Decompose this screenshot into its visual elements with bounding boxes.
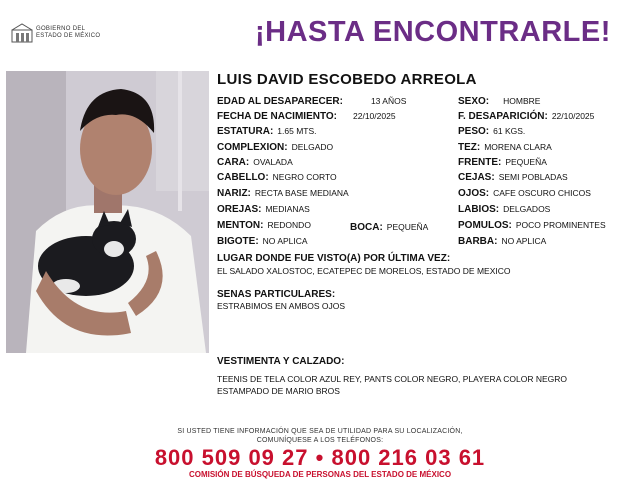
ears-value: MEDIANAS — [265, 204, 310, 214]
birthdate-label: FECHA DE NACIMIENTO: — [217, 111, 337, 122]
state-logo — [10, 22, 34, 44]
height-label: ESTATURA: — [217, 126, 274, 137]
distinguishing-marks-label: SENAS PARTICULARES: — [217, 289, 336, 300]
contact-note-line-2: COMUNÍQUESE A LOS TELÉFONOS: — [256, 437, 384, 444]
mustache-label: BIGOTE: — [217, 236, 259, 247]
mouth-row — [350, 222, 428, 233]
mouth-value: PEQUEÑA — [386, 222, 429, 232]
lips-label: LABIOS: — [458, 204, 500, 215]
eyebrows-value: SEMI POBLADAS — [498, 172, 568, 182]
clothing-line-2: ESTAMPADO DE MARIO BROS — [217, 386, 340, 396]
birthdate-value: 22/10/2025 — [353, 111, 396, 121]
disappearance-date-value: 22/10/2025 — [551, 111, 595, 121]
height-value: 1.65 MTS. — [277, 126, 317, 136]
chin-row — [217, 220, 311, 231]
phone-number-2[interactable]: 800 216 03 61 — [331, 445, 486, 470]
hair-row — [217, 172, 337, 183]
eyebrows-label: CEJAS: — [458, 172, 495, 183]
eyes-label: OJOS: — [458, 188, 490, 199]
sex-value: HOMBRE — [503, 96, 541, 106]
sex-label: SEXO: — [458, 96, 490, 107]
commission-name: COMISIÓN DE BÚSQUEDA DE PERSONAS DEL ESTADO DE MÉXICO — [188, 470, 452, 479]
cheekbones-label: POMULOS: — [458, 220, 512, 231]
birthdate-row — [217, 111, 396, 122]
beard-label: BARBA: — [458, 236, 498, 247]
mouth-label: BOCA: — [350, 222, 383, 233]
face-label: CARA: — [217, 157, 250, 168]
build-value: DELGADO — [291, 142, 334, 152]
lips-value: DELGADOS — [503, 204, 551, 214]
clothing-line-1: TEENIS DE TELA COLOR AZUL REY, PANTS COLOR NEGRO, PLAYERA COLOR NEGRO — [217, 374, 568, 384]
distinguishing-marks-value: ESTRABIMOS EN AMBOS OJOS — [217, 301, 345, 311]
contact-note — [0, 427, 640, 445]
mustache-row — [217, 236, 308, 247]
height-row — [217, 126, 317, 137]
forehead-value: PEQUEÑA — [505, 157, 547, 167]
headline: ¡HASTA ENCONTRARLE! — [255, 16, 611, 48]
phone-number-1[interactable]: 800 509 09 27 — [154, 445, 309, 470]
eyes-row — [458, 188, 591, 199]
hair-label: CABELLO: — [217, 172, 269, 183]
face-row — [217, 157, 293, 168]
contact-note-line-1: SI USTED TIENE INFORMACIÓN QUE SEA DE UTILIDAD PARA SU LOCALIZACIÓN, — [177, 428, 463, 435]
beard-row — [458, 236, 546, 247]
age-value: 13 AÑOS — [370, 96, 407, 106]
phone-numbers — [0, 445, 640, 471]
cheekbones-row — [458, 220, 606, 231]
cheekbones-value: POCO PROMINENTES — [515, 220, 606, 230]
ears-label: OREJAS: — [217, 204, 262, 215]
build-row — [217, 142, 333, 153]
weight-row — [458, 126, 525, 137]
forehead-row — [458, 157, 547, 168]
chin-value: REDONDO — [267, 220, 311, 230]
weight-label: PESO: — [458, 126, 490, 137]
chin-label: MENTON: — [217, 220, 264, 231]
build-label: COMPLEXION: — [217, 142, 288, 153]
eyes-value: CAFE OSCURO CHICOS — [493, 188, 591, 198]
age-label: EDAD AL DESAPARECER: — [217, 96, 343, 107]
mustache-value: NO APLICA — [262, 236, 308, 246]
lips-row — [458, 204, 550, 215]
forehead-label: FRENTE: — [458, 157, 502, 168]
nose-row — [217, 188, 349, 199]
age-row — [217, 96, 406, 107]
disappearance-date-row — [458, 111, 594, 122]
skin-tone-label: TEZ: — [458, 142, 481, 153]
missing-person-photo — [6, 71, 209, 353]
nose-label: NARIZ: — [217, 188, 251, 199]
phone-separator: • — [315, 445, 325, 470]
complexion-tone-row — [458, 142, 552, 153]
face-value: OVALADA — [253, 157, 293, 167]
last-seen-label: LUGAR DONDE FUE VISTO(A) POR ÚLTIMA VEZ: — [217, 253, 451, 264]
beard-value: NO APLICA — [501, 236, 547, 246]
eyebrows-row — [458, 172, 568, 183]
disappearance-date-label: F. DESAPARICIÓN: — [458, 111, 548, 122]
government-logo-text: GOBIERNO DEL ESTADO DE MÉXICO — [36, 26, 101, 39]
ears-row — [217, 204, 310, 215]
clothing-label: VESTIMENTA Y CALZADO: — [217, 356, 345, 367]
hair-value: NEGRO CORTO — [272, 172, 337, 182]
weight-value: 61 KGS. — [493, 126, 526, 136]
person-name: LUIS DAVID ESCOBEDO ARREOLA — [217, 71, 477, 88]
last-seen-value: EL SALADO XALOSTOC, ECATEPEC DE MORELOS, ESTADO DE MEXICO — [217, 266, 511, 276]
sex-row — [458, 96, 540, 107]
nose-value: RECTA BASE MEDIANA — [254, 188, 349, 198]
skin-tone-value: MORENA CLARA — [484, 142, 552, 152]
